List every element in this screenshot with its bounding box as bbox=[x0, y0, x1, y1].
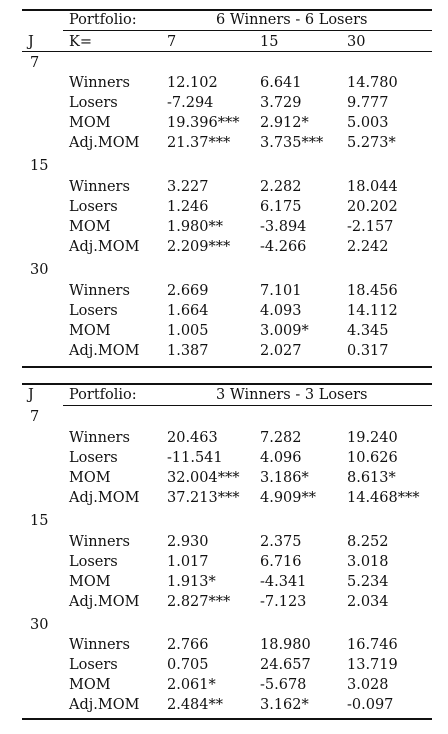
table2-header-rule bbox=[63, 405, 432, 406]
table2-portfolio-title: 3 Winners - 3 Losers bbox=[216, 387, 368, 403]
cell: 4.909** bbox=[260, 490, 317, 506]
table1-portfolio-label: Portfolio: bbox=[69, 12, 137, 28]
cell: 7.101 bbox=[260, 283, 302, 299]
j-block-label: 7 bbox=[30, 409, 40, 425]
row-label: Losers bbox=[69, 303, 118, 319]
row-label: Winners bbox=[69, 430, 130, 446]
cell: 1.017 bbox=[167, 554, 209, 570]
cell: -7.294 bbox=[167, 95, 214, 111]
cell: 1.387 bbox=[167, 343, 209, 359]
cell: 2.484** bbox=[167, 697, 224, 713]
cell: 1.005 bbox=[167, 323, 209, 339]
cell: 18.044 bbox=[347, 179, 398, 195]
cell: 14.112 bbox=[347, 303, 398, 319]
cell: 16.746 bbox=[347, 637, 398, 653]
row-label: Winners bbox=[69, 534, 130, 550]
cell: 4.096 bbox=[260, 450, 302, 466]
cell: 9.777 bbox=[347, 95, 389, 111]
table1-k-value: 30 bbox=[347, 34, 366, 50]
cell: -5.678 bbox=[260, 677, 307, 693]
cell: 1.246 bbox=[167, 199, 209, 215]
cell: 2.669 bbox=[167, 283, 209, 299]
row-label: MOM bbox=[69, 219, 111, 235]
cell: 10.626 bbox=[347, 450, 398, 466]
cell: 18.456 bbox=[347, 283, 398, 299]
cell: 20.463 bbox=[167, 430, 218, 446]
row-label: Losers bbox=[69, 554, 118, 570]
cell: 0.317 bbox=[347, 343, 389, 359]
cell: 14.468*** bbox=[347, 490, 420, 506]
cell: -0.097 bbox=[347, 697, 394, 713]
cell: 3.186* bbox=[260, 470, 309, 486]
row-label: Losers bbox=[69, 199, 118, 215]
cell: 3.028 bbox=[347, 677, 389, 693]
cell: 2.930 bbox=[167, 534, 209, 550]
cell: 1.980** bbox=[167, 219, 224, 235]
cell: 1.913* bbox=[167, 574, 216, 590]
cell: 8.613* bbox=[347, 470, 396, 486]
cell: 5.003 bbox=[347, 115, 389, 131]
table1-header-rule bbox=[63, 30, 432, 31]
cell: 6.175 bbox=[260, 199, 302, 215]
row-label: Winners bbox=[69, 179, 130, 195]
row-label: Winners bbox=[69, 75, 130, 91]
cell: 2.766 bbox=[167, 637, 209, 653]
cell: -4.341 bbox=[260, 574, 307, 590]
cell: 4.093 bbox=[260, 303, 302, 319]
j-block-label: 7 bbox=[30, 55, 40, 71]
cell: 21.37*** bbox=[167, 135, 231, 151]
cell: 2.242 bbox=[347, 239, 389, 255]
cell: 2.827*** bbox=[167, 594, 231, 610]
row-label: MOM bbox=[69, 115, 111, 131]
cell: 6.641 bbox=[260, 75, 302, 91]
row-label: Winners bbox=[69, 637, 130, 653]
cell: 24.657 bbox=[260, 657, 311, 673]
row-label: MOM bbox=[69, 470, 111, 486]
cell: 2.061* bbox=[167, 677, 216, 693]
row-label: Adj.MOM bbox=[69, 239, 140, 255]
cell: 3.018 bbox=[347, 554, 389, 570]
cell: 1.664 bbox=[167, 303, 209, 319]
cell: -2.157 bbox=[347, 219, 394, 235]
cell: 3.735*** bbox=[260, 135, 324, 151]
table2-top-rule bbox=[22, 383, 432, 385]
cell: 19.396*** bbox=[167, 115, 240, 131]
row-label: Adj.MOM bbox=[69, 697, 140, 713]
j-block-label: 15 bbox=[30, 158, 49, 174]
row-label: MOM bbox=[69, 677, 111, 693]
row-label: Adj.MOM bbox=[69, 594, 140, 610]
j-block-label: 30 bbox=[30, 617, 49, 633]
cell: 8.252 bbox=[347, 534, 389, 550]
cell: 3.009* bbox=[260, 323, 309, 339]
cell: 12.102 bbox=[167, 75, 218, 91]
cell: 0.705 bbox=[167, 657, 209, 673]
cell: 3.162* bbox=[260, 697, 309, 713]
cell: 2.209*** bbox=[167, 239, 231, 255]
cell: 2.912* bbox=[260, 115, 309, 131]
cell: 14.780 bbox=[347, 75, 398, 91]
cell: 5.273* bbox=[347, 135, 396, 151]
cell: -11.541 bbox=[167, 450, 223, 466]
table2-bottom-rule bbox=[22, 718, 432, 720]
cell: 2.027 bbox=[260, 343, 302, 359]
cell: 32.004*** bbox=[167, 470, 240, 486]
table2-j-label: J bbox=[28, 387, 34, 403]
row-label: Losers bbox=[69, 657, 118, 673]
cell: 2.375 bbox=[260, 534, 302, 550]
table1-k-value: 15 bbox=[260, 34, 279, 50]
cell: 13.719 bbox=[347, 657, 398, 673]
row-label: Adj.MOM bbox=[69, 343, 140, 359]
table1-j-label: J bbox=[28, 34, 34, 50]
row-label: Losers bbox=[69, 450, 118, 466]
cell: 3.227 bbox=[167, 179, 209, 195]
cell: 19.240 bbox=[347, 430, 398, 446]
table2-portfolio-label: Portfolio: bbox=[69, 387, 137, 403]
table1-portfolio-title: 6 Winners - 6 Losers bbox=[216, 12, 368, 28]
cell: 4.345 bbox=[347, 323, 389, 339]
cell: 6.716 bbox=[260, 554, 302, 570]
cell: 2.034 bbox=[347, 594, 389, 610]
row-label: Losers bbox=[69, 95, 118, 111]
row-label: MOM bbox=[69, 323, 111, 339]
j-block-label: 30 bbox=[30, 262, 49, 278]
table1-k-rule bbox=[22, 51, 432, 52]
cell: 18.980 bbox=[260, 637, 311, 653]
cell: -3.894 bbox=[260, 219, 307, 235]
row-label: Adj.MOM bbox=[69, 490, 140, 506]
cell: 2.282 bbox=[260, 179, 302, 195]
j-block-label: 15 bbox=[30, 513, 49, 529]
cell: 5.234 bbox=[347, 574, 389, 590]
cell: 7.282 bbox=[260, 430, 302, 446]
table1-bottom-rule bbox=[22, 366, 432, 368]
cell: 37.213*** bbox=[167, 490, 240, 506]
cell: 3.729 bbox=[260, 95, 302, 111]
row-label: MOM bbox=[69, 574, 111, 590]
row-label: Adj.MOM bbox=[69, 135, 140, 151]
cell: 20.202 bbox=[347, 199, 398, 215]
cell: -4.266 bbox=[260, 239, 307, 255]
cell: -7.123 bbox=[260, 594, 307, 610]
row-label: Winners bbox=[69, 283, 130, 299]
table1-k-label: K= bbox=[69, 34, 92, 50]
table1-k-value: 7 bbox=[167, 34, 177, 50]
